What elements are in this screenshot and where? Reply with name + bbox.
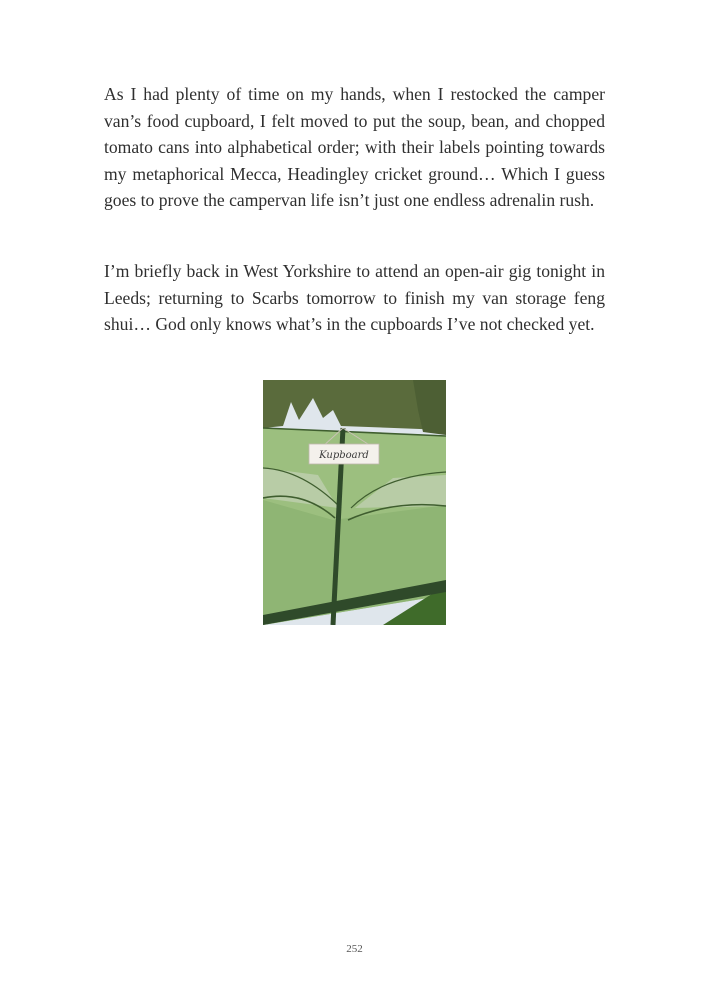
page-number: 252 — [346, 943, 363, 955]
body-paragraph-2: I’m briefly back in West Yorkshire to attend an open-air gig tonight in Leeds; returning to Scarbs tomorrow to finish my van storage feng shui… God only knows what’s in the cupboards I’ve not checked yet. — [104, 261, 605, 335]
body-paragraph-1: As I had plenty of time on my hands, when I restocked the camper van’s food cupboard, I felt moved to put the soup, bean, and chopped tomato cans into alphabetical order; with their labels pointing towards my metaphorical Mecca, Headingley cricket ground… Which I guess goes to prove the campervan life isn’t just one endless adrenalin rush. — [104, 84, 605, 211]
photo-sign-text: Kupboard — [319, 450, 369, 461]
tent-photo — [263, 380, 446, 625]
